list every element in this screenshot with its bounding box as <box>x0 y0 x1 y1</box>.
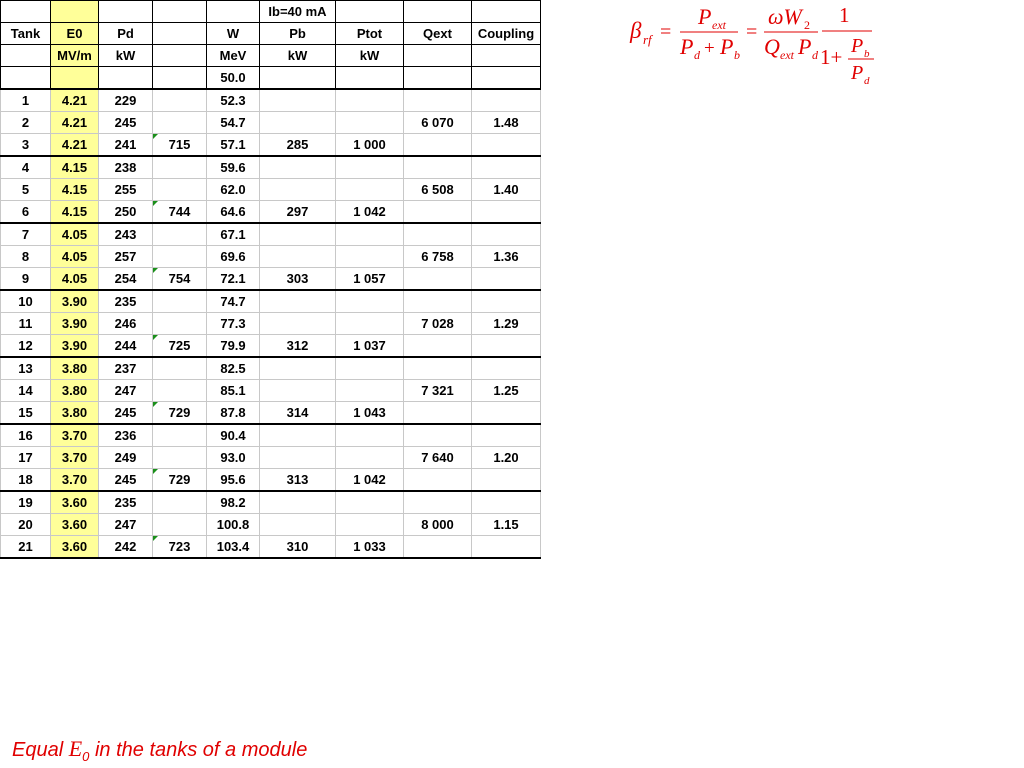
cell-qext: 6 070 <box>404 112 472 134</box>
cell-w: 79.9 <box>207 335 260 358</box>
den-pd: P <box>798 34 812 59</box>
cell-e0: 3.90 <box>51 313 99 335</box>
cell-pd: 243 <box>99 223 153 246</box>
cell-qext: 7 321 <box>404 380 472 402</box>
cell-qext <box>404 89 472 112</box>
comment-marker-icon <box>153 268 158 273</box>
cell-tank: 8 <box>1 246 51 268</box>
cell-pb: 312 <box>260 335 336 358</box>
cell-qext: 6 508 <box>404 179 472 201</box>
table-row <box>1 447 541 469</box>
cell-w: 57.1 <box>207 134 260 157</box>
cell-coupling <box>472 201 541 224</box>
col-header-pd: Pd <box>99 23 153 45</box>
cell-qext <box>404 201 472 224</box>
initial-energy-row <box>1 67 541 90</box>
comment-marker-icon <box>153 201 158 206</box>
comment-marker-icon <box>153 402 158 407</box>
cell-ptot: 1 057 <box>336 268 404 291</box>
unit-e0: MV/m <box>51 45 99 67</box>
cell-e0: 4.05 <box>51 223 99 246</box>
cell-coupling <box>472 424 541 447</box>
coupling-formula <box>628 2 876 88</box>
cell-w: 67.1 <box>207 223 260 246</box>
unit-ptot: kW <box>336 45 404 67</box>
cell-sum <box>153 514 207 536</box>
table-row <box>1 514 541 536</box>
den-ext: ext <box>780 48 794 62</box>
table-row <box>1 313 541 335</box>
cell-ptot <box>336 156 404 179</box>
cell-pd: 245 <box>99 112 153 134</box>
cell-pd: 246 <box>99 313 153 335</box>
col-header-tank: Tank <box>1 23 51 45</box>
cell-ptot <box>336 424 404 447</box>
comment-marker-icon <box>153 335 158 340</box>
cell-e0: 4.05 <box>51 268 99 291</box>
cell-pb <box>260 514 336 536</box>
cell-pb: 314 <box>260 402 336 425</box>
cell-coupling <box>472 536 541 559</box>
cell-coupling <box>472 469 541 492</box>
cell-tank: 5 <box>1 179 51 201</box>
cell-pb <box>260 380 336 402</box>
inner-num-b: b <box>864 48 870 60</box>
den-p2: P <box>720 34 734 59</box>
cell-coupling: 1.29 <box>472 313 541 335</box>
cell-tank: 20 <box>1 514 51 536</box>
table-row <box>1 89 541 112</box>
cell-ptot <box>336 380 404 402</box>
cell-ptot: 1 037 <box>336 335 404 358</box>
cell-w: 74.7 <box>207 290 260 313</box>
cell-tank: 3 <box>1 134 51 157</box>
cell-pd: 250 <box>99 201 153 224</box>
den-d: d <box>694 48 700 62</box>
cell-coupling <box>472 290 541 313</box>
cell-qext <box>404 469 472 492</box>
cell-w: 62.0 <box>207 179 260 201</box>
num-two: 2 <box>804 18 810 32</box>
beam-current-label: Ib=40 mA <box>260 1 336 23</box>
cell-sum: 729 <box>153 469 207 492</box>
cell-pb <box>260 447 336 469</box>
cell-e0: 3.60 <box>51 536 99 559</box>
cell-tank: 6 <box>1 201 51 224</box>
cell-pd: 247 <box>99 514 153 536</box>
cell-tank: 21 <box>1 536 51 559</box>
table-row <box>1 201 541 224</box>
cell-pd: 249 <box>99 447 153 469</box>
caption-subscript: 0 <box>82 749 90 764</box>
cell-w: 77.3 <box>207 313 260 335</box>
cell-w: 103.4 <box>207 536 260 559</box>
cell-coupling <box>472 268 541 291</box>
cell-qext <box>404 335 472 358</box>
cell-tank: 10 <box>1 290 51 313</box>
cell-tank: 2 <box>1 112 51 134</box>
cell-pb: 285 <box>260 134 336 157</box>
cell-pb <box>260 290 336 313</box>
den-one-plus: 1+ <box>820 45 843 69</box>
cell-e0: 3.90 <box>51 335 99 358</box>
cell-ptot: 1 033 <box>336 536 404 559</box>
cell-qext <box>404 290 472 313</box>
cell-w: 93.0 <box>207 447 260 469</box>
cell-tank: 12 <box>1 335 51 358</box>
cell-pd: 244 <box>99 335 153 358</box>
cell-e0: 3.90 <box>51 290 99 313</box>
comment-marker-icon <box>153 134 158 139</box>
slide-caption <box>12 736 307 764</box>
num-p: P <box>698 4 712 29</box>
col-header-pb: Pb <box>260 23 336 45</box>
cell-e0: 3.80 <box>51 380 99 402</box>
inner-num-p: P <box>851 35 864 57</box>
cell-e0: 3.60 <box>51 491 99 514</box>
header-row-units <box>1 45 541 67</box>
col-header-ptot: Ptot <box>336 23 404 45</box>
cell-sum <box>153 447 207 469</box>
cell-ptot <box>336 514 404 536</box>
cell-w: 98.2 <box>207 491 260 514</box>
cell-sum <box>153 290 207 313</box>
table-row <box>1 536 541 559</box>
cell-tank: 1 <box>1 89 51 112</box>
cell-pb <box>260 89 336 112</box>
cell-qext <box>404 223 472 246</box>
cell-e0: 3.70 <box>51 469 99 492</box>
cell-coupling <box>472 223 541 246</box>
cell-e0: 3.70 <box>51 447 99 469</box>
cell-sum <box>153 112 207 134</box>
cell-sum: 729 <box>153 402 207 425</box>
cell-qext: 6 758 <box>404 246 472 268</box>
cell-tank: 4 <box>1 156 51 179</box>
cell-qext <box>404 424 472 447</box>
cell-pb <box>260 246 336 268</box>
den-q: Q <box>764 34 780 59</box>
cell-e0: 4.21 <box>51 134 99 157</box>
header-row-names <box>1 23 541 45</box>
cell-pb: 313 <box>260 469 336 492</box>
cell-pd: 245 <box>99 469 153 492</box>
cell-sum <box>153 313 207 335</box>
cell-pb <box>260 179 336 201</box>
cell-pb <box>260 491 336 514</box>
cell-tank: 17 <box>1 447 51 469</box>
cell-ptot: 1 043 <box>336 402 404 425</box>
cell-ptot <box>336 246 404 268</box>
table-row <box>1 223 541 246</box>
cell-ptot: 1 042 <box>336 469 404 492</box>
cell-e0: 4.15 <box>51 201 99 224</box>
cell-sum: 754 <box>153 268 207 291</box>
cell-tank: 7 <box>1 223 51 246</box>
cell-coupling <box>472 156 541 179</box>
cell-pd: 242 <box>99 536 153 559</box>
num-ext: ext <box>712 18 726 32</box>
cell-w: 59.6 <box>207 156 260 179</box>
table-row <box>1 424 541 447</box>
cell-w: 72.1 <box>207 268 260 291</box>
cell-ptot <box>336 89 404 112</box>
cell-ptot <box>336 290 404 313</box>
cell-pd: 238 <box>99 156 153 179</box>
cell-sum <box>153 380 207 402</box>
cell-sum <box>153 357 207 380</box>
cell-qext: 8 000 <box>404 514 472 536</box>
table-row <box>1 469 541 492</box>
tank-parameters-table <box>0 0 541 559</box>
initial-energy: 50.0 <box>207 67 260 90</box>
cell-coupling: 1.25 <box>472 380 541 402</box>
unit-w: MeV <box>207 45 260 67</box>
cell-ptot <box>336 112 404 134</box>
cell-w: 100.8 <box>207 514 260 536</box>
cell-ptot <box>336 223 404 246</box>
cell-ptot: 1 042 <box>336 201 404 224</box>
cell-tank: 9 <box>1 268 51 291</box>
unit-pd: kW <box>99 45 153 67</box>
cell-pd: 237 <box>99 357 153 380</box>
cell-coupling <box>472 357 541 380</box>
comment-marker-icon <box>153 536 158 541</box>
cell-sum <box>153 424 207 447</box>
table-row <box>1 357 541 380</box>
cell-coupling: 1.36 <box>472 246 541 268</box>
cell-coupling <box>472 134 541 157</box>
cell-e0: 4.05 <box>51 246 99 268</box>
cell-qext: 7 028 <box>404 313 472 335</box>
cell-e0: 3.80 <box>51 357 99 380</box>
den-pd-sub: d <box>812 48 818 62</box>
cell-e0: 4.15 <box>51 179 99 201</box>
cell-ptot <box>336 313 404 335</box>
cell-sum <box>153 89 207 112</box>
cell-w: 52.3 <box>207 89 260 112</box>
cell-coupling <box>472 491 541 514</box>
cell-pd: 245 <box>99 402 153 425</box>
unit-pb: kW <box>260 45 336 67</box>
table-row <box>1 402 541 425</box>
cell-coupling <box>472 335 541 358</box>
cell-ptot <box>336 179 404 201</box>
cell-sum: 723 <box>153 536 207 559</box>
cell-pb: 310 <box>260 536 336 559</box>
cell-w: 69.6 <box>207 246 260 268</box>
cell-ptot <box>336 491 404 514</box>
cell-coupling <box>472 89 541 112</box>
cell-pb: 303 <box>260 268 336 291</box>
cell-pb <box>260 223 336 246</box>
table-row <box>1 179 541 201</box>
cell-pb <box>260 424 336 447</box>
table-row <box>1 134 541 157</box>
cell-pd: 235 <box>99 290 153 313</box>
cell-e0: 4.15 <box>51 156 99 179</box>
cell-coupling <box>472 402 541 425</box>
cell-sum <box>153 246 207 268</box>
cell-e0: 4.21 <box>51 112 99 134</box>
table-row <box>1 112 541 134</box>
cell-e0: 3.70 <box>51 424 99 447</box>
num-one: 1 <box>839 3 850 27</box>
cell-qext <box>404 357 472 380</box>
cell-pd: 247 <box>99 380 153 402</box>
col-header-qext: Qext <box>404 23 472 45</box>
cell-sum: 744 <box>153 201 207 224</box>
den-b: b <box>734 48 740 62</box>
cell-pd: 255 <box>99 179 153 201</box>
cell-qext <box>404 268 472 291</box>
cell-ptot <box>336 357 404 380</box>
comment-marker-icon <box>153 469 158 474</box>
table-row <box>1 380 541 402</box>
cell-w: 90.4 <box>207 424 260 447</box>
cell-coupling: 1.20 <box>472 447 541 469</box>
cell-tank: 14 <box>1 380 51 402</box>
cell-sum: 725 <box>153 335 207 358</box>
num-omega-w: ωW <box>768 4 802 29</box>
cell-pb <box>260 313 336 335</box>
cell-tank: 19 <box>1 491 51 514</box>
cell-tank: 16 <box>1 424 51 447</box>
inner-den-p: P <box>851 62 864 84</box>
equals-sign-2: = <box>746 21 758 43</box>
cell-pd: 241 <box>99 134 153 157</box>
cell-tank: 18 <box>1 469 51 492</box>
cell-pd: 257 <box>99 246 153 268</box>
col-header-w: W <box>207 23 260 45</box>
table-row <box>1 491 541 514</box>
cell-pd: 235 <box>99 491 153 514</box>
table-row <box>1 335 541 358</box>
caption-pre: Equal <box>12 739 69 761</box>
inner-den-d: d <box>864 75 870 87</box>
cell-qext <box>404 536 472 559</box>
cell-w: 87.8 <box>207 402 260 425</box>
cell-w: 85.1 <box>207 380 260 402</box>
col-header-e0: E0 <box>51 23 99 45</box>
table-row <box>1 156 541 179</box>
cell-w: 95.6 <box>207 469 260 492</box>
equals-sign: = <box>660 21 672 43</box>
table-row <box>1 290 541 313</box>
cell-qext <box>404 134 472 157</box>
cell-sum <box>153 179 207 201</box>
cell-qext <box>404 491 472 514</box>
col-header-coupling: Coupling <box>472 23 541 45</box>
cell-sum <box>153 156 207 179</box>
cell-e0: 3.60 <box>51 514 99 536</box>
table-row <box>1 246 541 268</box>
cell-pb: 297 <box>260 201 336 224</box>
den-p: P <box>680 34 694 59</box>
cell-qext: 7 640 <box>404 447 472 469</box>
cell-w: 54.7 <box>207 112 260 134</box>
cell-pb <box>260 112 336 134</box>
cell-qext <box>404 402 472 425</box>
cell-ptot <box>336 447 404 469</box>
caption-post: in the tanks of a module <box>89 739 308 761</box>
cell-qext <box>404 156 472 179</box>
cell-coupling: 1.40 <box>472 179 541 201</box>
cell-coupling: 1.15 <box>472 514 541 536</box>
beta-subscript: rf <box>643 32 652 47</box>
cell-pd: 254 <box>99 268 153 291</box>
den-plus: + <box>704 38 715 59</box>
cell-ptot: 1 000 <box>336 134 404 157</box>
cell-pd: 229 <box>99 89 153 112</box>
cell-coupling: 1.48 <box>472 112 541 134</box>
cell-pb <box>260 156 336 179</box>
cell-e0: 4.21 <box>51 89 99 112</box>
cell-w: 64.6 <box>207 201 260 224</box>
beta-symbol: β <box>630 18 642 43</box>
header-row-beam <box>1 1 541 23</box>
cell-pd: 236 <box>99 424 153 447</box>
cell-tank: 13 <box>1 357 51 380</box>
cell-e0: 3.80 <box>51 402 99 425</box>
table-row <box>1 268 541 291</box>
cell-sum <box>153 491 207 514</box>
cell-pb <box>260 357 336 380</box>
cell-tank: 15 <box>1 402 51 425</box>
cell-sum: 715 <box>153 134 207 157</box>
caption-symbol: E <box>68 736 83 761</box>
cell-tank: 11 <box>1 313 51 335</box>
cell-sum <box>153 223 207 246</box>
cell-w: 82.5 <box>207 357 260 380</box>
